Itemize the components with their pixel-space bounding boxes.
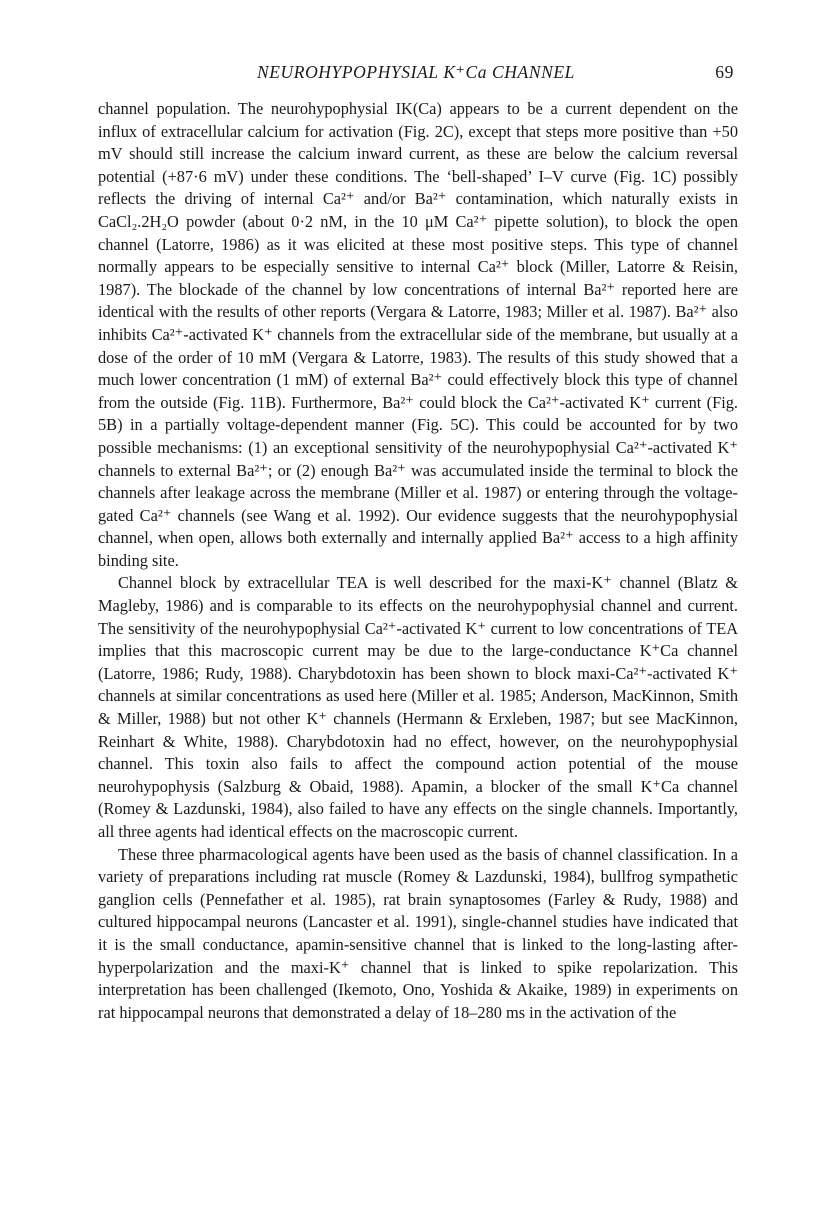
paragraph-3: These three pharmacological agents have been used as the basis of channel classification. In a variety of preparations including rat muscle (Romey & Lazdunski, 1984), bullfrog sympathetic ganglion cells (Pennefather et al. 1985), rat brain synaptosomes (Farley & Rudy, 1988) and cultured hippocampal neurons (Lancaster et al. 1991), single-channel studies have indicated that it is the small conductance, apamin-sensitive channel that is linked to the long-lasting after-hyperpolarization and the maxi-K⁺ channel that is linked to spike repolarization. This interpretation has been challenged (Ikemoto, Ono, Yoshida & Akaike, 1989) in experiments on rat hippocampal neurons that demonstrated a delay of 18–280 ms in the activation of the <box>98 844 738 1022</box>
body-text <box>98 98 738 1024</box>
paragraph-2: Channel block by extracellular TEA is well described for the maxi-K⁺ channel (Blatz & Magleby, 1986) and is comparable to its effects on the neurohypophysial channel and current. The sensitivity of the neurohypophysial Ca²⁺-activated K⁺ current to low concentrations of TEA implies that this macroscopic current may be due to the large-conductance K⁺Ca channel (Latorre, 1986; Rudy, 1988). Charybdotoxin has been shown to block maxi-Ca²⁺-activated K⁺ channels at similar concentrations as used here (Miller et al. 1985; Anderson, MacKinnon, Smith & Miller, 1988) but not other K⁺ channels (Hermann & Erxleben, 1987; but see MacKinnon, Reinhart & White, 1988). Charybdotoxin had no effect, however, on the neurohypophysial channel. This toxin also fails to affect the compound action potential of the mouse neurohypophysis (Salzburg & Obaid, 1988). Apamin, a blocker of the small K⁺Ca channel (Romey & Lazdunski, 1984), also failed to have any effects on the single channels. Importantly, all three agents had identical effects on the macroscopic current. <box>98 573 738 841</box>
page-number: 69 <box>715 62 734 82</box>
running-head <box>98 62 734 88</box>
running-head-title: NEUROHYPOPHYSIAL K⁺Ca CHANNEL <box>256 62 576 82</box>
paragraph-1: channel population. The neurohypophysial IK(Ca) appears to be a current dependent on the influx of extracellular calcium for activation (Fig. 2C), except that steps more positive than +50 mV should still increase the calcium inward current, as these are below the calcium reversal potential (+87·6 mV) under these conditions. The ‘bell-shaped’ I–V curve (Fig. 1C) possibly reflects the driving of internal Ca²⁺ and/or Ba²⁺ contamination, which naturally exists in CaCl₂.2H₂O powder (about 0·2 nM, in the 10 μM Ca²⁺ pipette solution), to block the open channel (Latorre, 1986) as it was elicited at these most positive steps. This type of channel normally appears to be especially sensitive to internal Ca²⁺ block (Miller, Latorre & Reisin, 1987). The blockade of the channel by low concentrations of internal Ba²⁺ reported here are identical with the results of other reports (Vergara & Latorre, 1983; Miller et al. 1987). Ba²⁺ also inhibits Ca²⁺-activated K⁺ channels from the extracellular side of the membrane, but usually at a dose of the order of 10 mM (Vergara & Latorre, 1983). The results of this study showed that a much lower concentration (1 mM) of external Ba²⁺ could effectively block this type of channel from the outside (Fig. 11B). Furthermore, Ba²⁺ could block the Ca²⁺-activated K⁺ current (Fig. 5B) in a partially voltage-dependent manner (Fig. 5C). This could be accounted for by two possible mechanisms: (1) an exceptional sensitivity of the neurohypophysial Ca²⁺-activated K⁺ channels to external Ba²⁺; or (2) enough Ba²⁺ was accumulated inside the terminal to block the channels after leakage across the membrane (Miller et al. 1987) or entering through the voltage-gated Ca²⁺ channels (see Wang et al. 1992). Our evidence suggests that the neurohypophysial channel, when open, allows both externally and internally applied Ba²⁺ access to a high affinity binding site. <box>98 99 738 570</box>
